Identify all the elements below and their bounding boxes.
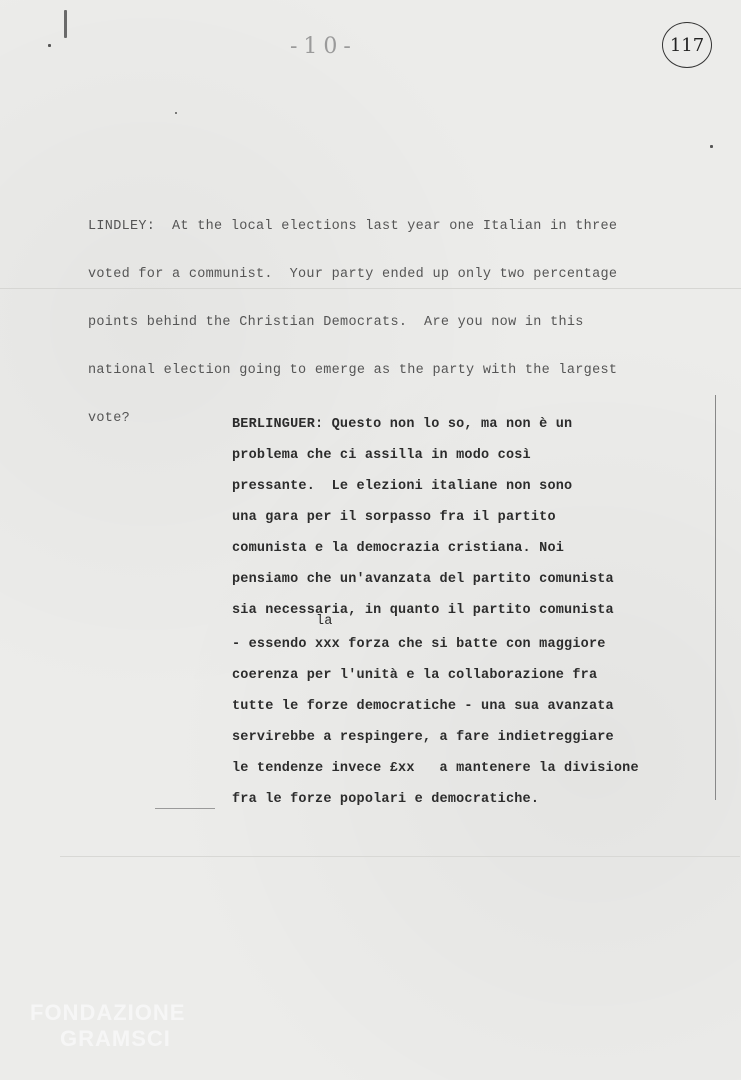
answer-paragraph <box>232 409 702 815</box>
ink-speck <box>175 112 177 114</box>
ink-speck <box>64 10 67 38</box>
ink-speck <box>48 44 51 47</box>
question-line: voted for a communist. Your party ended up only two percentage <box>88 267 618 282</box>
question-line: national election going to emerge as the party with the largest <box>88 363 618 378</box>
watermark <box>30 1000 185 1052</box>
question-line: points behind the Christian Democrats. Are you now in this <box>88 315 584 330</box>
answer-line: coerenza per l'unità e la collaborazione fra <box>232 668 598 683</box>
answer-line: pressante. Le elezioni italiane non sono <box>232 479 573 494</box>
ink-speck <box>710 145 713 148</box>
answer-line: pensiamo che un'avanzata del partito comunista <box>232 572 614 587</box>
answer-line: sia necessaria, in quanto il partito comunista <box>232 603 614 618</box>
answer-line: problema che ci assilla in modo così <box>232 448 531 463</box>
answer-line: - essendo xxx forza che si batte con maggiore <box>232 637 606 652</box>
divider <box>155 808 215 809</box>
answer-line: comunista e la democrazia cristiana. Noi <box>232 541 565 556</box>
answer-line: servirebbe a respingere, a fare indietreggiare <box>232 730 614 745</box>
page-number: -10- <box>290 34 357 59</box>
margin-line <box>715 395 716 800</box>
watermark-line: GRAMSCI <box>60 1026 171 1051</box>
divider <box>60 856 740 857</box>
answer-line: fra le forze popolari e democratiche. <box>232 792 540 807</box>
answer-line: una gara per il sorpasso fra il partito <box>232 510 556 525</box>
answer-line: le tendenze invece £xx a mantenere la divisione <box>232 761 639 776</box>
watermark-line: FONDAZIONE <box>30 1000 186 1025</box>
question-line: LINDLEY: At the local elections last year one Italian in three <box>88 219 618 234</box>
question-line: vote? <box>88 411 131 426</box>
answer-line: BERLINGUER: Questo non lo so, ma non è un <box>232 417 573 432</box>
archive-stamp: 117 <box>662 22 712 68</box>
answer-line: tutte le forze democratiche - una sua avanzata <box>232 699 614 714</box>
answer-correction: la <box>316 614 333 629</box>
